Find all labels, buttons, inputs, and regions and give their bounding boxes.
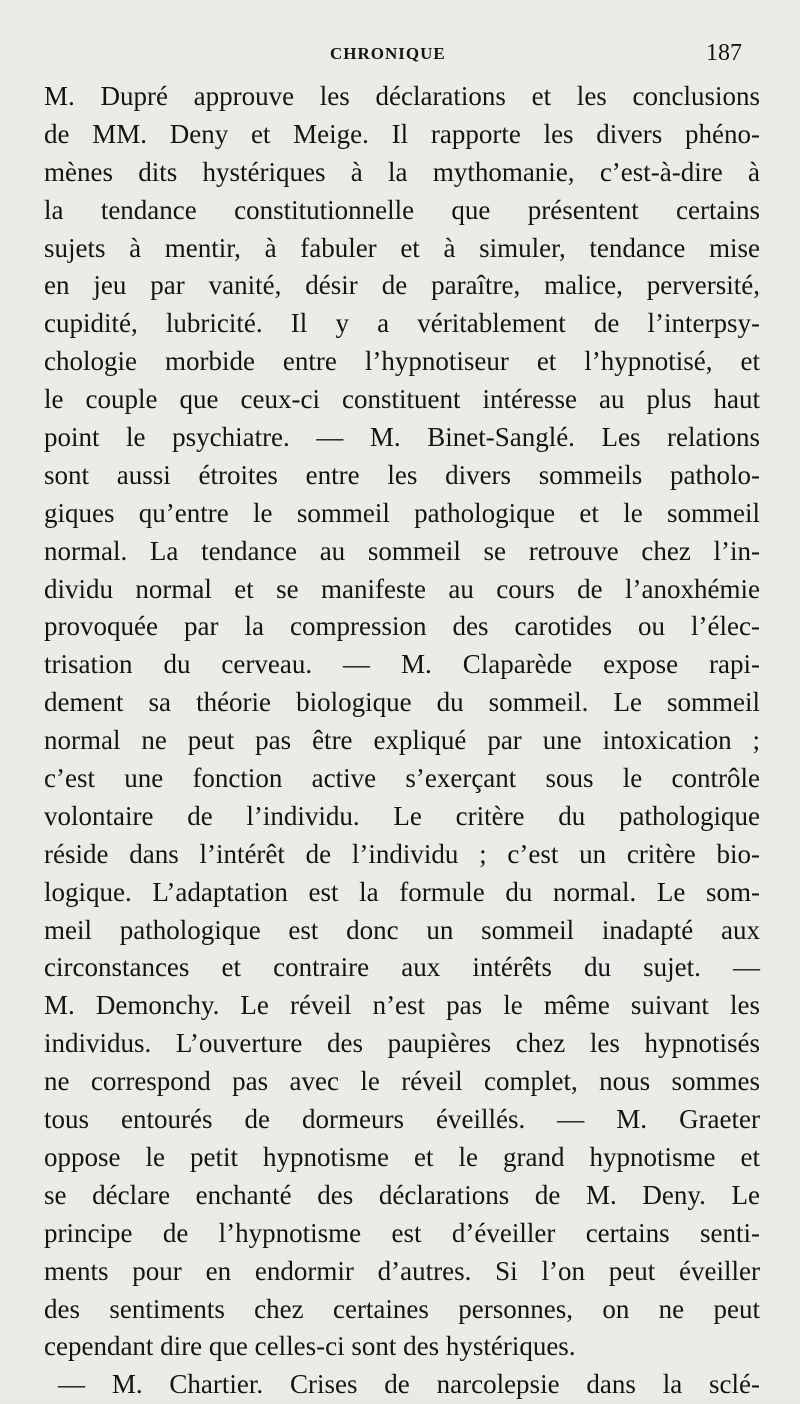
text-line: normal. La tendance au sommeil se retrouve chez l’in- bbox=[44, 535, 760, 566]
text-line: M. Dupré approuve les déclarations et les conclusions bbox=[44, 81, 760, 111]
text-line: cupidité, lubricité. Il y a véritablement de l’interpsy- bbox=[44, 308, 760, 339]
text-line: sujets à mentir, à fabuler et à simuler, tendance mise bbox=[44, 232, 760, 263]
text-line: la tendance constitutionnelle que présentent certains bbox=[44, 194, 760, 225]
page-header bbox=[0, 40, 800, 72]
text-line: principe de l’hypnotisme est d’éveiller certains senti- bbox=[44, 1217, 760, 1248]
text-line: dividu normal et se manifeste au cours de l’anoxhémie bbox=[44, 573, 760, 604]
running-head: CHRONIQUE bbox=[330, 44, 446, 63]
text-line: ments pour en endormir d’autres. Si l’on peut éveiller bbox=[44, 1255, 760, 1286]
text-line: giques qu’entre le sommeil pathologique et le sommeil bbox=[44, 497, 760, 528]
text-line: oppose le petit hypnotisme et le grand hypnotisme et bbox=[44, 1141, 760, 1172]
text-line: ne correspond pas avec le réveil complet, nous sommes bbox=[44, 1066, 760, 1097]
text-line: des sentiments chez certaines personnes, on ne peut bbox=[44, 1293, 760, 1324]
text-line: individus. L’ouverture des paupières chez les hypnotisés bbox=[44, 1028, 760, 1059]
text-line: tous entourés de dormeurs éveillés. — M. Graeter bbox=[44, 1104, 760, 1135]
text-line: le couple que ceux-ci constituent intéresse au plus haut bbox=[44, 384, 760, 415]
page-number: 187 bbox=[706, 40, 742, 66]
body-text bbox=[44, 78, 760, 1404]
text-line: — M. Chartier. Crises de narcolepsie dans la sclé- bbox=[58, 1369, 760, 1400]
text-line: logique. L’adaptation est la formule du normal. Le som- bbox=[44, 876, 760, 907]
text-line: de MM. Deny et Meige. Il rapporte les divers phéno- bbox=[44, 118, 760, 149]
text-line: circonstances et contraire aux intérêts du sujet. — bbox=[44, 952, 760, 983]
text-line: réside dans l’intérêt de l’individu ; c’est un critère bio- bbox=[44, 838, 760, 869]
text-line: M. Demonchy. Le réveil n’est pas le même suivant les bbox=[44, 990, 760, 1021]
text-line: se déclare enchanté des déclarations de M. Deny. Le bbox=[44, 1179, 760, 1210]
text-line: point le psychiatre. — M. Binet-Sanglé. Les relations bbox=[44, 422, 760, 453]
text-line: en jeu par vanité, désir de paraître, malice, perversité, bbox=[44, 270, 760, 301]
text-line: sont aussi étroites entre les divers sommeils patholo- bbox=[44, 459, 760, 490]
text-line: c’est une fonction active s’exerçant sous le contrôle bbox=[44, 763, 760, 794]
text-line: mènes dits hystériques à la mythomanie, c’est-à-dire à bbox=[44, 156, 760, 187]
text-line: cependant dire que celles-ci sont des hystériques. bbox=[44, 1331, 576, 1362]
text-line: provoquée par la compression des carotides ou l’élec- bbox=[44, 611, 760, 642]
text-line: chologie morbide entre l’hypnotiseur et l’hypnotisé, et bbox=[44, 346, 760, 377]
text-line: normal ne peut pas être expliqué par une intoxication ; bbox=[44, 725, 760, 756]
text-line: meil pathologique est donc un sommeil inadapté aux bbox=[44, 914, 760, 945]
text-line: dement sa théorie biologique du sommeil. Le sommeil bbox=[44, 687, 760, 718]
text-line: volontaire de l’individu. Le critère du pathologique bbox=[44, 800, 760, 831]
text-line: trisation du cerveau. — M. Claparède expose rapi- bbox=[44, 649, 760, 680]
